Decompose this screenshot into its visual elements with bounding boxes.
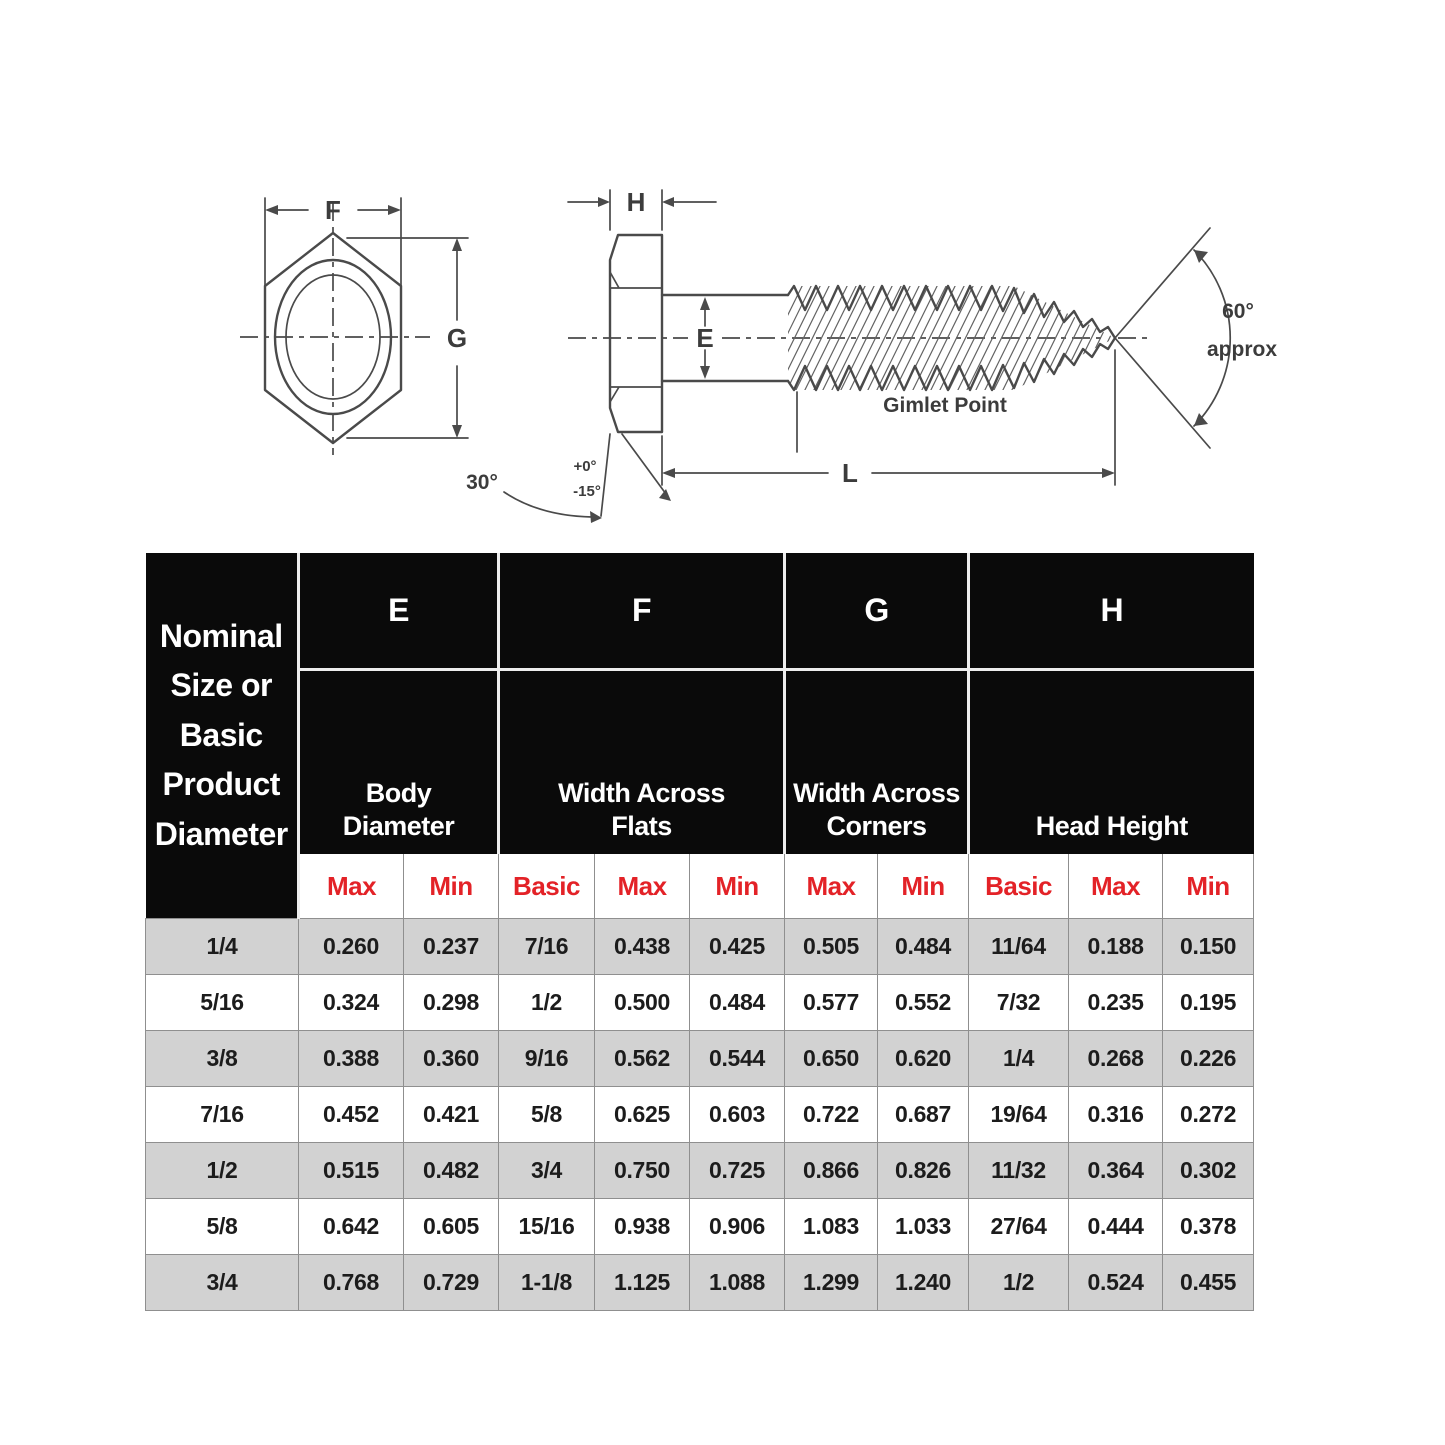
table-cell: 0.455: [1163, 1255, 1254, 1311]
table-cell: 0.768: [299, 1255, 404, 1311]
table-row: [146, 1255, 1254, 1311]
table-cell: 5/8: [499, 1087, 595, 1143]
sub-header: Max: [299, 854, 404, 919]
table-cell: 0.642: [299, 1199, 404, 1255]
dim-label-f: F: [325, 195, 341, 225]
table-cell: 0.425: [690, 919, 785, 975]
table-cell: 0.515: [299, 1143, 404, 1199]
dimension-G: [347, 238, 468, 438]
table-row: [146, 1143, 1254, 1199]
row-size-label: 5/16: [146, 975, 299, 1031]
row-size-label: 3/8: [146, 1031, 299, 1087]
table-row: [146, 1031, 1254, 1087]
table-cell: 0.452: [299, 1087, 404, 1143]
dimension-spec-table: [145, 553, 1254, 1311]
table-cell: 0.188: [1069, 919, 1163, 975]
sub-header: Max: [595, 854, 690, 919]
head-chamfer-annotation: [466, 434, 671, 523]
table-cell: 0.605: [404, 1199, 499, 1255]
approx-label: approx: [1206, 338, 1278, 361]
group-desc-width-across-corners: Width Across Corners: [785, 670, 969, 855]
lag-screw-side-view: [466, 187, 1277, 523]
lag-screw-technical-drawing: [210, 140, 1300, 540]
table-row: [146, 919, 1254, 975]
table-cell: 0.324: [299, 975, 404, 1031]
gimlet-point-label: Gimlet Point: [883, 394, 1007, 417]
sub-header: Min: [404, 854, 499, 919]
sub-header: Basic: [499, 854, 595, 919]
dim-label-e: E: [696, 323, 714, 353]
table-cell: 0.562: [595, 1031, 690, 1087]
table-cell: 1/2: [499, 975, 595, 1031]
table-cell: 0.482: [404, 1143, 499, 1199]
head-profile: [610, 235, 662, 432]
head-facet-lines: [610, 272, 662, 402]
table-cell: 0.298: [404, 975, 499, 1031]
table-cell: 0.360: [404, 1031, 499, 1087]
table-cell: 11/32: [969, 1143, 1069, 1199]
table-cell: 0.524: [1069, 1255, 1163, 1311]
table-cell: 0.237: [404, 919, 499, 975]
table-row: [146, 975, 1254, 1031]
sub-header: Basic: [969, 854, 1069, 919]
sub-header: Max: [785, 854, 878, 919]
table-cell: 0.625: [595, 1087, 690, 1143]
table-cell: 1.240: [878, 1255, 969, 1311]
table-cell: 19/64: [969, 1087, 1069, 1143]
table-cell: 0.577: [785, 975, 878, 1031]
table-cell: 0.729: [404, 1255, 499, 1311]
group-letter-h: H: [969, 553, 1254, 670]
table-cell: 0.260: [299, 919, 404, 975]
sub-header: Min: [690, 854, 785, 919]
table-cell: 0.544: [690, 1031, 785, 1087]
table-cell: 0.364: [1069, 1143, 1163, 1199]
row-size-label: 5/8: [146, 1199, 299, 1255]
sub-header: Max: [1069, 854, 1163, 919]
table-cell: 0.268: [1069, 1031, 1163, 1087]
table-cell: 0.444: [1069, 1199, 1163, 1255]
table-cell: 0.388: [299, 1031, 404, 1087]
group-desc-head-height: Head Height: [969, 670, 1254, 855]
table-cell: 0.226: [1163, 1031, 1254, 1087]
dimension-E: [696, 297, 713, 379]
table-cell: 0.722: [785, 1087, 878, 1143]
table-cell: 0.687: [878, 1087, 969, 1143]
table-cell: 1/4: [969, 1031, 1069, 1087]
table-cell: 0.421: [404, 1087, 499, 1143]
table-cell: 0.505: [785, 919, 878, 975]
table-cell: 0.484: [878, 919, 969, 975]
table-cell: 3/4: [499, 1143, 595, 1199]
row-size-label: 1/4: [146, 919, 299, 975]
table-cell: 0.378: [1163, 1199, 1254, 1255]
row-size-label: 1/2: [146, 1143, 299, 1199]
sub-header: Min: [878, 854, 969, 919]
table-cell: 0.316: [1069, 1087, 1163, 1143]
table-cell: 0.866: [785, 1143, 878, 1199]
table-cell: 1.083: [785, 1199, 878, 1255]
table-cell: 0.826: [878, 1143, 969, 1199]
table-cell: 1.088: [690, 1255, 785, 1311]
row-size-label: 7/16: [146, 1087, 299, 1143]
hex-head-front-view: [240, 195, 468, 455]
group-letter-g: G: [785, 553, 969, 670]
dim-label-g: G: [446, 323, 468, 353]
table-cell: 0.195: [1163, 975, 1254, 1031]
table-cell: 0.650: [785, 1031, 878, 1087]
table-cell: 0.438: [595, 919, 690, 975]
table-cell: 0.552: [878, 975, 969, 1031]
table-cell: 11/64: [969, 919, 1069, 975]
table-cell: 0.938: [595, 1199, 690, 1255]
table-cell: 7/16: [499, 919, 595, 975]
dimension-L: [662, 350, 1115, 488]
table-cell: 1-1/8: [499, 1255, 595, 1311]
group-letter-f: F: [499, 553, 785, 670]
table-cell: 0.620: [878, 1031, 969, 1087]
thread-hatching: [745, 272, 1169, 402]
table-row: [146, 1087, 1254, 1143]
table-row: [146, 1199, 1254, 1255]
angle-60-label: 60°: [1222, 300, 1254, 323]
table-cell: 1.299: [785, 1255, 878, 1311]
table-cell: 0.484: [690, 975, 785, 1031]
corner-header: Nominal Size or Basic Product Diameter: [146, 553, 299, 919]
thread-profile: [745, 272, 1169, 402]
table-cell: 0.906: [690, 1199, 785, 1255]
table-cell: 1.125: [595, 1255, 690, 1311]
angle-minus15-label: -15°: [573, 483, 601, 500]
angle-30-label: 30°: [466, 471, 498, 494]
table-cell: 0.150: [1163, 919, 1254, 975]
table-cell: 0.500: [595, 975, 690, 1031]
sub-header: Min: [1163, 854, 1254, 919]
table-cell: 1.033: [878, 1199, 969, 1255]
group-desc-width-across-flats: Width Across Flats: [499, 670, 785, 855]
group-letter-e: E: [299, 553, 499, 670]
table-cell: 15/16: [499, 1199, 595, 1255]
table-cell: 0.725: [690, 1143, 785, 1199]
row-size-label: 3/4: [146, 1255, 299, 1311]
table-cell: 0.302: [1163, 1143, 1254, 1199]
dim-label-l: L: [842, 458, 858, 488]
table-cell: 0.235: [1069, 975, 1163, 1031]
group-desc-body-diameter: Body Diameter: [299, 670, 499, 855]
table-cell: 27/64: [969, 1199, 1069, 1255]
table-cell: 7/32: [969, 975, 1069, 1031]
table-cell: 0.272: [1163, 1087, 1254, 1143]
dim-label-h: H: [626, 187, 646, 217]
table-cell: 9/16: [499, 1031, 595, 1087]
point-angle-annotation: [1115, 228, 1277, 448]
dimension-H: [568, 187, 716, 230]
table-cell: 0.750: [595, 1143, 690, 1199]
table-cell: 0.603: [690, 1087, 785, 1143]
table-cell: 1/2: [969, 1255, 1069, 1311]
angle-plus0-label: +0°: [573, 458, 597, 475]
